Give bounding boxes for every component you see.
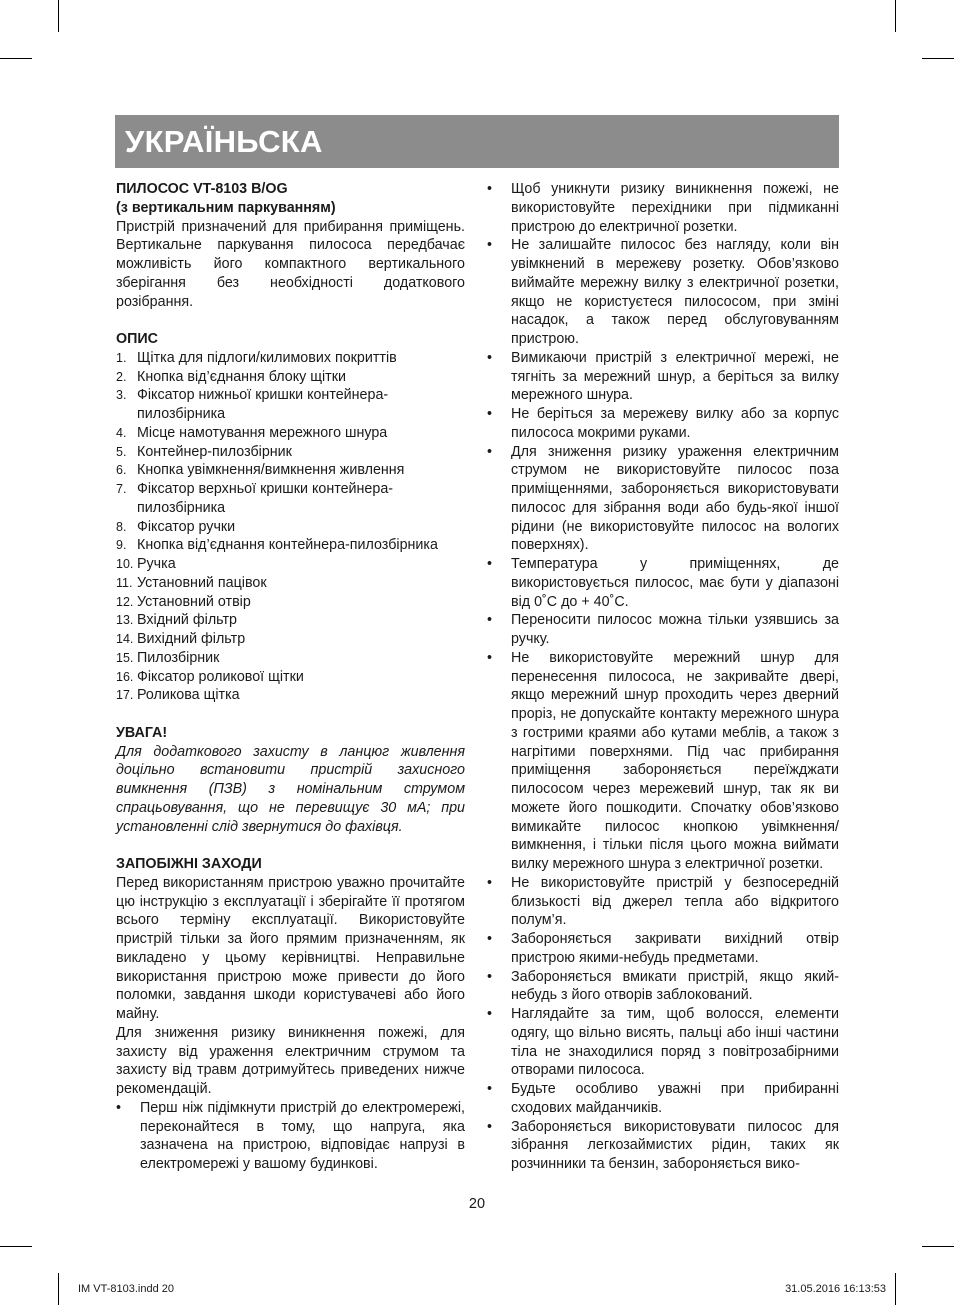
crop-mark — [0, 1246, 32, 1247]
footer-file: IM VT-8103.indd 20 — [78, 1283, 175, 1295]
warning-heading: УВАГА! — [116, 724, 168, 741]
list-item — [116, 649, 465, 668]
safety-bullets — [116, 1099, 465, 1174]
bullet-text: Забороняється закривати вихідний отвір пристрою якими-небудь предметами. — [511, 931, 839, 966]
list-item-number: 17. — [116, 688, 134, 703]
intro-paragraph: Пристрій призначений для прибирання приміщень. Вертикальне паркування пилососа передбачає можливість його компактного вертикального зберігання без необхідності додаткового розібрання. — [116, 218, 465, 310]
bullet-item — [487, 236, 839, 349]
list-item — [116, 368, 465, 387]
safety-paragraph: Для зниження ризику виникнення пожежі, для захисту від ураження електричним струмом та захисту від травм дотримуйтесь приведених нижче рекомендацій. — [116, 1024, 465, 1097]
bullet-item — [487, 349, 839, 405]
list-item-number: 16. — [116, 669, 134, 684]
list-item-text: Установний отвір — [137, 593, 251, 610]
list-item-number: 2. — [116, 369, 127, 384]
list-item-number: 11. — [116, 575, 133, 590]
list-item — [116, 611, 465, 630]
bullet-icon: • — [487, 349, 493, 366]
list-item-number: 6. — [116, 463, 127, 478]
bullet-icon: • — [487, 874, 493, 891]
bullet-icon: • — [487, 406, 493, 422]
list-item — [116, 480, 465, 518]
bullet-item — [487, 555, 839, 611]
bullet-icon: • — [487, 237, 493, 254]
list-item-text: Роликова щітка — [137, 687, 240, 704]
crop-mark — [58, 1273, 59, 1305]
crop-mark — [895, 0, 896, 32]
list-item — [116, 443, 465, 462]
list-item-number: 13. — [116, 613, 134, 628]
bullet-item — [487, 874, 839, 930]
left-column — [116, 180, 465, 1174]
list-item-number: 9. — [116, 538, 127, 553]
list-item — [116, 424, 465, 443]
list-item-number: 14. — [116, 632, 134, 646]
bullet-text: Будьте особливо уважні при прибиранні сходових майданчиків. — [511, 1081, 839, 1116]
bullet-icon: • — [116, 1099, 122, 1116]
bullet-item — [116, 1099, 465, 1174]
list-item-text: Фіксатор нижньої кришки контейнера-пилозбірника — [137, 387, 389, 422]
list-item-text: Установний пацівок — [137, 574, 267, 591]
bullet-icon: • — [487, 1118, 493, 1135]
list-item-text: Фіксатор ручки — [137, 518, 236, 535]
bullet-text: Наглядайте за тим, щоб волосся, елементи одягу, що вільно висять, пальці або інші частини тіла не знаходилися поряд з повітрозабірними отворами пилососа. — [511, 1006, 839, 1079]
bullet-item — [487, 1005, 839, 1080]
list-item — [116, 686, 465, 705]
warning-text: Для додаткового захисту в ланцюг живлення доцільно встановити пристрій захисного вимкнення (ПЗВ) з номінальним струмом спрацьовування, що не перевищує 30 мА; при установленні слід звернутися до фахівця. — [116, 743, 465, 835]
description-heading: ОПИС — [116, 331, 158, 347]
list-item-number: 12. — [116, 594, 134, 609]
language-title: УКРАЇНЬСКА — [125, 124, 323, 159]
right-column — [487, 180, 839, 1174]
list-item — [116, 555, 465, 574]
product-title: ПИЛОСОС VT-8103 B/OG — [116, 181, 288, 197]
bullet-text: Для зниження ризику ураження електричним струмом не використовуйте пилосос поза приміщеннями, забороняється використовувати пилосос для зібрання води або будь-якої іншої рідини (не використовуйте пилосос на вологих поверхнях). — [511, 443, 839, 554]
description-list — [116, 349, 465, 705]
bullet-icon: • — [487, 556, 493, 572]
bullet-icon: • — [487, 1081, 493, 1097]
bullet-icon: • — [487, 1006, 493, 1022]
bullet-item — [487, 180, 839, 236]
list-item-text: Кнопка увімкнення/вимкнення живлення — [137, 462, 405, 479]
bullet-text: Перш ніж підімкнути пристрій до електромережі, переконайтеся в тому, що напруга, яка зазначена на пристрою, відповідає напрузі в електромережі у вашому будинкові. — [140, 1099, 465, 1172]
safety-paragraph: Перед використанням пристрою уважно прочитайте цю інструкцію з експлуатації і зберігайте її протягом всього терміну експлуатації. Використовуйте пристрій тільки за його прямим призначенням, як викладено у цьому керівництві. Неправильне використання пристрою може привести до його поломки, завдання шкоди користувачеві або його майну. — [116, 874, 465, 1022]
bullet-icon: • — [487, 649, 493, 666]
safety-bullets — [487, 180, 839, 1174]
bullet-text: Щоб уникнути ризику виникнення пожежі, не використовуйте перехідники при підмиканні пристрою до електричної розетки. — [511, 181, 839, 235]
bullet-text: Переносити пилосос можна тільки узявшись за ручку. — [511, 612, 839, 647]
list-item-text: Фіксатор верхньої кришки контейнера-пилозбірника — [137, 481, 394, 516]
bullet-text: Вимикаючи пристрій з електричної мережі, не тягніть за мережний шнур, а беріться за вилку мережного шнура. — [511, 349, 839, 404]
crop-mark — [922, 58, 954, 59]
crop-mark — [0, 58, 32, 59]
bullet-text: Температура у приміщеннях, де використовується пилосос, має бути у діапазоні від 0˚С до + 40˚С. — [511, 556, 839, 610]
list-item — [116, 349, 465, 368]
list-item — [116, 630, 465, 649]
bullet-text: Не використовуйте пристрій у безпосередній близькості від джерел тепла або відкритого полум’я. — [511, 874, 839, 929]
product-subtitle: (з вертикальним паркуванням) — [116, 199, 336, 216]
list-item-number: 3. — [116, 388, 127, 403]
list-item-text: Місце намотування мережного шнура — [137, 424, 388, 441]
bullet-icon: • — [487, 181, 493, 197]
bullet-text: Не беріться за мережеву вилку або за корпус пилососа мокрими руками. — [511, 406, 839, 441]
list-item — [116, 461, 465, 480]
safety-heading: ЗАПОБІЖНІ ЗАХОДИ — [116, 856, 262, 872]
list-item — [116, 536, 465, 555]
bullet-icon: • — [487, 931, 493, 947]
footer-datetime: 31.05.2016 16:13:53 — [785, 1283, 886, 1295]
list-item — [116, 574, 465, 593]
list-item-text: Пилозбірник — [137, 649, 220, 666]
bullet-item — [487, 968, 839, 1006]
list-item — [116, 593, 465, 612]
list-item-text: Вихідний фільтр — [137, 631, 246, 647]
bullet-item — [487, 611, 839, 649]
list-item-text: Контейнер-пилозбірник — [137, 443, 292, 460]
list-item-number: 15. — [116, 650, 134, 665]
crop-mark — [922, 1246, 954, 1247]
list-item-text: Кнопка від’єднання блоку щітки — [137, 368, 346, 385]
list-item-number: 4. — [116, 425, 127, 440]
bullet-text: Забороняється вмикати пристрій, якщо який-небудь з його отворів заблокований. — [511, 968, 839, 1004]
bullet-item — [487, 649, 839, 874]
list-item-text: Ручка — [137, 556, 176, 572]
bullet-item — [487, 1118, 839, 1174]
list-item-number: 1. — [116, 350, 127, 365]
bullet-item — [487, 930, 839, 968]
bullet-text: Не залишайте пилосос без нагляду, коли він увімкнений в мережеву розетку. Обов’язково виймайте мережну вилку з електричної розетки, якщо не користуєтеся пилососом, при зміні насадок, а також перед обслуговуванням пристрою. — [511, 237, 839, 347]
crop-mark — [895, 1273, 896, 1305]
bullet-text: Забороняється використовувати пилосос для зібрання легкозаймистих рідин, таких як розчинники та бензин, забороняється вико- — [511, 1118, 839, 1172]
list-item-number: 8. — [116, 519, 127, 534]
list-item — [116, 518, 465, 537]
bullet-icon: • — [487, 612, 493, 629]
crop-mark — [58, 0, 59, 32]
list-item-number: 10. — [116, 557, 134, 571]
bullet-item — [487, 405, 839, 443]
list-item — [116, 668, 465, 687]
bullet-icon: • — [487, 443, 493, 460]
list-item — [116, 386, 465, 424]
list-item-text: Кнопка від’єднання контейнера-пилозбірника — [137, 537, 438, 554]
bullet-item — [487, 1080, 839, 1118]
list-item-text: Щітка для підлоги/килимових покриттів — [137, 349, 397, 366]
language-banner — [115, 115, 839, 168]
list-item-text: Фіксатор роликової щітки — [137, 668, 304, 685]
page-number: 20 — [468, 1196, 486, 1212]
list-item-number: 5. — [116, 444, 127, 459]
bullet-icon: • — [487, 968, 493, 985]
bullet-item — [487, 443, 839, 556]
list-item-text: Вхідний фільтр — [137, 612, 237, 629]
list-item-number: 7. — [116, 482, 127, 496]
bullet-text: Не використовуйте мережний шнур для перенесення пилососа, не закривайте двері, якщо мережний шнур проходить через дверний проріз, не допускайте контакту мережного шнура з гострими краями або кутами меблів, а також з нагрітими поверхнями. Під час прибирання приміщення забороняється переїжджати пилососом через мережевий шнур, так як ви можете його пошкодити. Спочатку обов’язково вимикайте пилосос кнопкою увімкнення/вимкнення, і тільки після цього можна виймати вилку мережного шнура з електричної розетки. — [511, 649, 839, 872]
